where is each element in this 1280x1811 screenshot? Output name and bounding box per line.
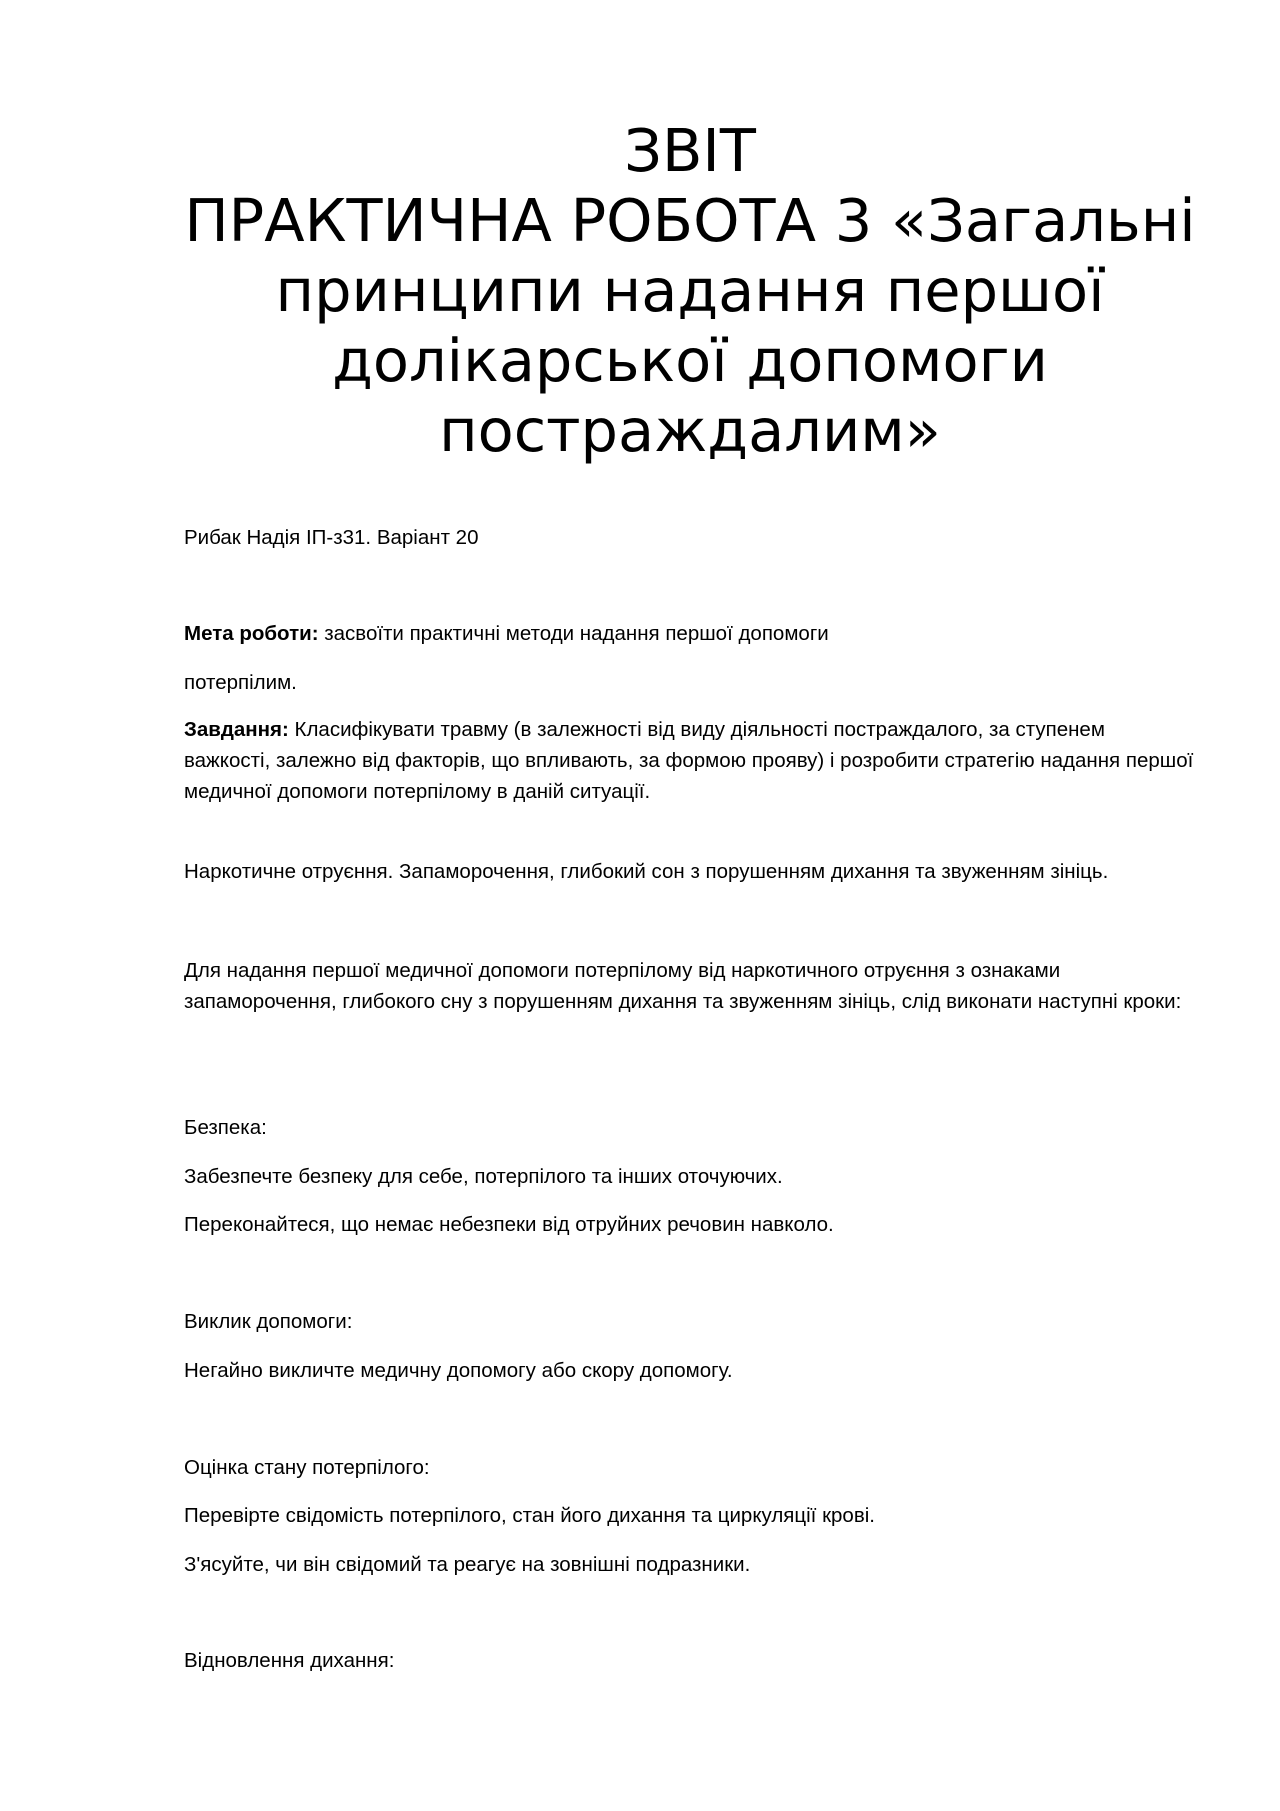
title-line-1: ЗВІТ (624, 116, 756, 185)
task-label: Завдання: (184, 718, 289, 741)
intro-paragraph: Для надання першої медичної допомоги потерпілому від наркотичного отруєння з ознаками запаморочення, глибокого сну з порушенням дихання та звуженням зініць, слід виконати наступні кроки: (184, 959, 1182, 1013)
goal-text: засвоїти практичні методи надання першої допомоги (318, 622, 829, 645)
call-heading: Виклик допомоги: (184, 1310, 353, 1333)
task-text: Класифікувати травму (в залежності від виду діяльності постраждалого, за ступенем важкості, залежно від факторів, що впливають, за формою прояву) і розробити стратегію надання першої медичної допомоги потерпілому в даній ситуації. (184, 718, 1194, 803)
title-line-4: долікарської допомоги (332, 326, 1048, 395)
assessment-heading: Оцінка стану потерпілого: (184, 1456, 430, 1479)
safety-item-1: Забезпечте безпеку для себе, потерпілого та інших оточуючих. (184, 1165, 783, 1188)
task-paragraph (184, 714, 1194, 807)
goal-paragraph (184, 618, 1194, 649)
assessment-item-2: З'ясуйте, чи він свідомий та реагує на зовнішні подразники. (184, 1553, 751, 1576)
title-line-2: ПРАКТИЧНА РОБОТА 3 «Загальні (184, 186, 1196, 255)
safety-heading: Безпека: (184, 1116, 267, 1139)
breathing-heading: Відновлення дихання: (184, 1649, 395, 1672)
author-line: Рибак Надія ІП-з31. Варіант 20 (184, 526, 479, 549)
goal-label: Мета роботи: (184, 622, 319, 645)
assessment-item-1: Перевірте свідомість потерпілого, стан його дихання та циркуляції крові. (184, 1504, 875, 1527)
safety-item-2: Переконайтеся, що немає небезпеки від отруйних речовин навколо. (184, 1213, 834, 1236)
title-line-5: постраждалим» (439, 396, 941, 465)
title-line-3: принципи надання першої (275, 256, 1105, 325)
report-title (160, 116, 1220, 466)
scenario-paragraph: Наркотичне отруєння. Запаморочення, глибокий сон з порушенням дихання та звуженням зініць. (184, 860, 1109, 883)
goal-continuation: потерпілим. (184, 671, 297, 694)
call-item-1: Негайно викличте медичну допомогу або скору допомогу. (184, 1359, 733, 1382)
